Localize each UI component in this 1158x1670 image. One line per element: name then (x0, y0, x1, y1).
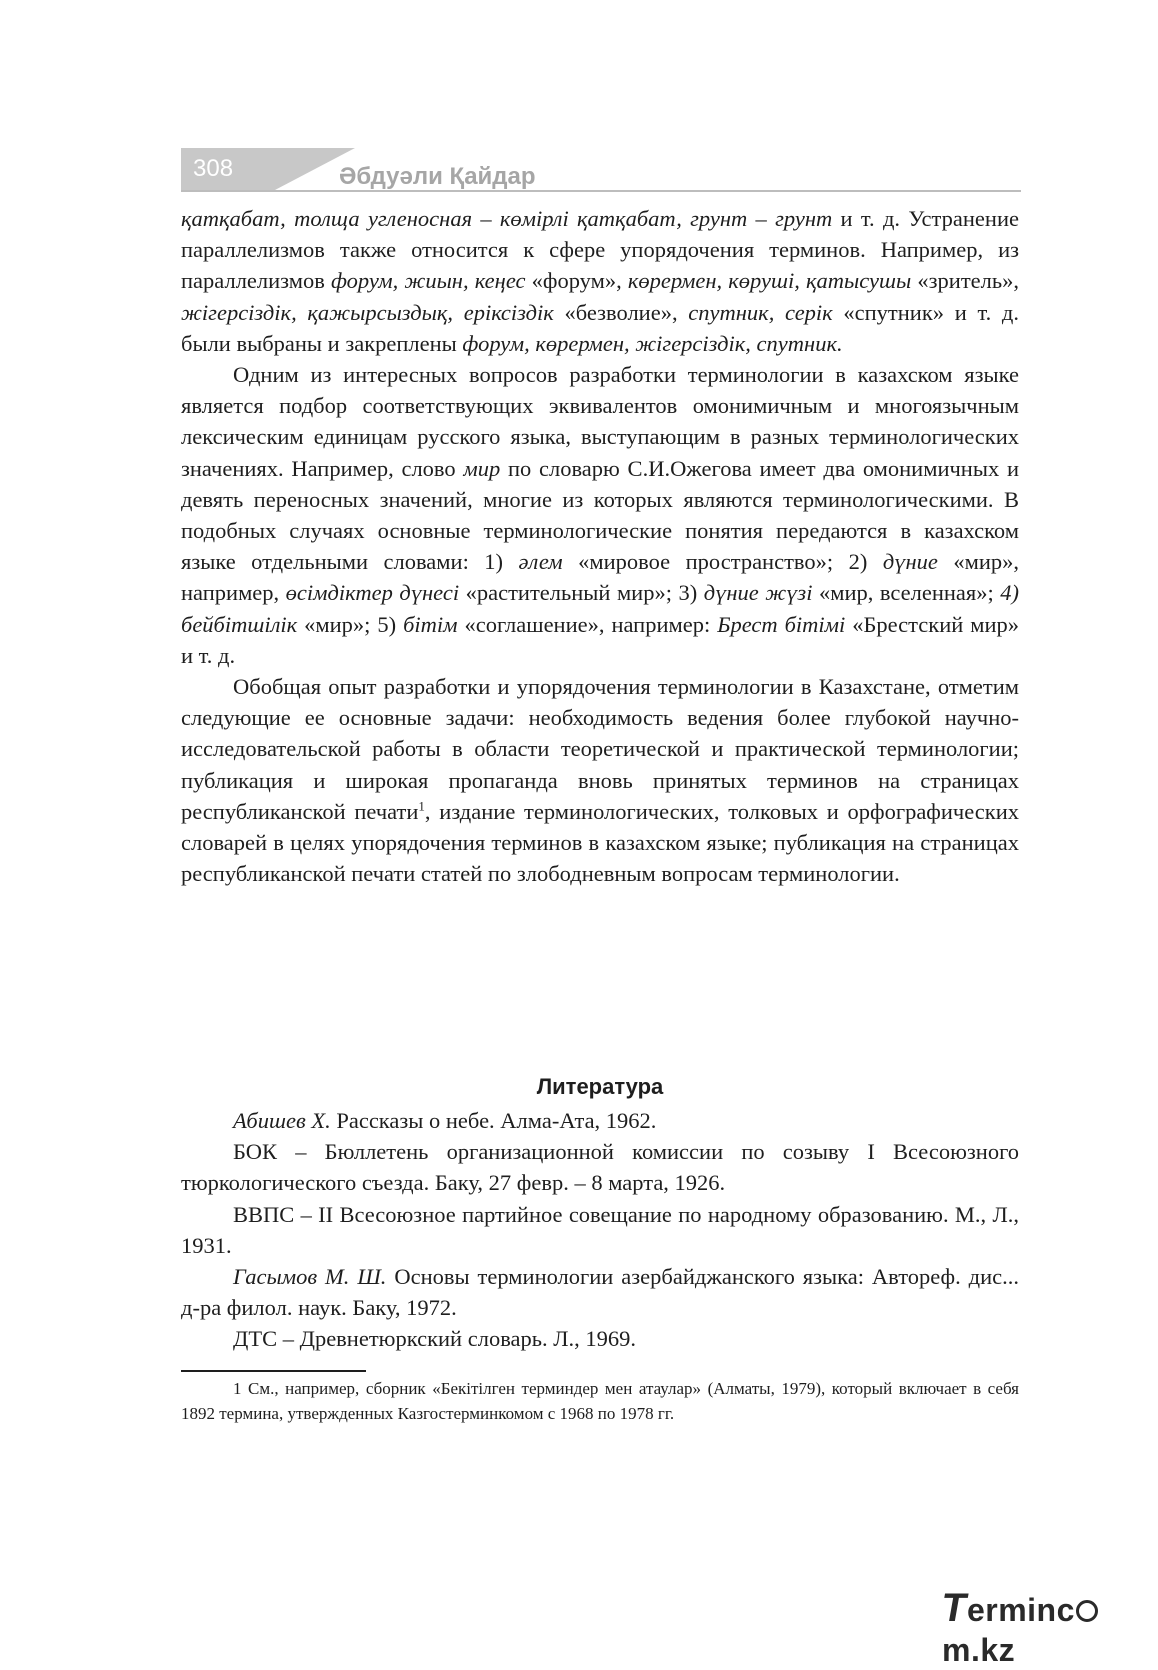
text-run: ВВПС – II Всесоюзное партийное совещание по народному образованию. М., Л., 1931. (181, 1201, 1019, 1258)
italic-run: Абишев Х. (233, 1108, 331, 1133)
watermark-o-ring (1076, 1600, 1098, 1622)
italic-run: форум, жиын, кеңес (330, 268, 526, 294)
literature-item (181, 1199, 1019, 1261)
watermark-text-mid: erminc (966, 1592, 1075, 1628)
text-run: «мир»; 5) (297, 611, 404, 637)
page-header (181, 148, 1021, 194)
italic-run: мир (463, 455, 501, 481)
text-run: «растительный мир»; 3) (459, 580, 704, 606)
italic-run: форум, көрермен, жігерсіздік, спутник. (462, 330, 843, 356)
literature-heading: Литература (536, 1074, 664, 1099)
literature-list (181, 1105, 1019, 1355)
italic-run: спутник, серік (688, 299, 833, 325)
page-number: 308 (181, 148, 275, 190)
header-rule (181, 190, 1021, 192)
italic-run: әлем (518, 549, 563, 575)
paragraph-2 (181, 359, 1019, 671)
paragraph-3-text-a: Обобщая опыт разработки и упорядочения терминологии в Казахстане, отметим следующие ее основные задачи: необходимость ведения более глубокой научно-исследовательской работы в области теоретической и практической терминологии; публикация и широкая пропаганда вновь принятых терминов на страницах республиканской печати (181, 674, 1019, 824)
footnote-text: 1 См., например, сборник «Бекітілген терминдер мен атаулар» (Алматы, 1979), который включает в себя 1892 термина, утвержденных Казгостерминкомом с 1968 по 1978 гг. (181, 1379, 1019, 1423)
italic-run: дүние жүзі (703, 580, 813, 606)
literature-item (181, 1105, 1019, 1136)
italic-run: жігерсіздік, қажырсыздық, еріксіздік (181, 299, 554, 325)
italic-run: 4) бейбітшілік (181, 580, 1019, 637)
text-run: БОК – Бюллетень организационной комиссии по созыву I Всесоюзного тюркологического съезда. Баку, 27 февр. – 8 марта, 1926. (181, 1139, 1019, 1196)
footnote-rule (181, 1370, 366, 1372)
watermark-letter-t: T (938, 1586, 971, 1630)
italic-run: көрермен, көруші, қатысушы (627, 268, 912, 294)
text-run: «безволие», (553, 299, 689, 325)
text-run: и т. д. Устранение параллелизмов также относится к сфере упорядочения терминов. Например, из параллелизмов (181, 206, 1019, 294)
text-run: по словарю С.И.Ожегова имеет два омонимичных и девять переносных значений, многие из которых являются терминологическими. В подобных случаях основные терминологические понятия передаются в казахском языке отдельными словами: 1) (181, 455, 1019, 575)
italic-run: бітім (403, 611, 458, 637)
watermark-text-end: m.kz (942, 1632, 1016, 1668)
footnote (181, 1376, 1019, 1426)
text-run: «зритель», (911, 268, 1019, 294)
footnote-ref: 1 (418, 798, 425, 814)
text-run: Одним из интересных вопросов разработки терминологии в казахском языке является подбор соответствующих эквивалентов омонимичным и многоязычным лексическим единицам русского языка, выступающим в разных терминологических значениях. Например, слово (181, 362, 1019, 481)
literature-item (181, 1136, 1019, 1198)
watermark-logo (938, 1586, 1158, 1670)
text-run: Рассказы о небе. Алма-Ата, 1962. (330, 1108, 657, 1133)
text-run: «мировое пространство»; 2) (562, 549, 883, 575)
italic-run: Гасымов М. Ш. (233, 1264, 387, 1290)
literature-item (181, 1261, 1019, 1323)
text-run: «спутник» и т. д. были выбраны и закреплены (181, 299, 1019, 356)
text-run: «Брестский мир» и т. д. (181, 611, 1019, 668)
literature-item (181, 1323, 1019, 1354)
text-run: Основы терминологии азербайджанского языка: Автореф. дис... д-ра филол. наук. Баку, 1972. (181, 1264, 1019, 1321)
running-head-author: Әбдуәли Қайдар (339, 163, 536, 190)
italic-run: Брест бітімі (717, 611, 846, 637)
paragraph-1 (181, 203, 1019, 359)
paragraph-3-text-b: , издание терминологических, толковых и орфографических словарей в целях упорядочения терминов в казахском языке; публикация на страницах республиканской печати статей по злободневным вопросам терминологии. (181, 798, 1019, 887)
text-run: «форум», (525, 268, 628, 294)
italic-run: өсімдіктер дүнесі (285, 580, 460, 606)
italic-run: дүние (882, 549, 938, 575)
italic-run: қатқабат, толща угленосная – көмірлі қатқабат, грунт – грунт (181, 206, 833, 231)
text-run: «соглашение», например: (457, 611, 718, 637)
text-run: «мир, вселенная»; (812, 580, 1001, 606)
paragraph-3 (181, 671, 1019, 889)
text-run: «мир», например, (181, 549, 1019, 606)
main-text (181, 203, 1019, 889)
text-run: ДТС – Древнетюркский словарь. Л., 1969. (233, 1326, 637, 1352)
